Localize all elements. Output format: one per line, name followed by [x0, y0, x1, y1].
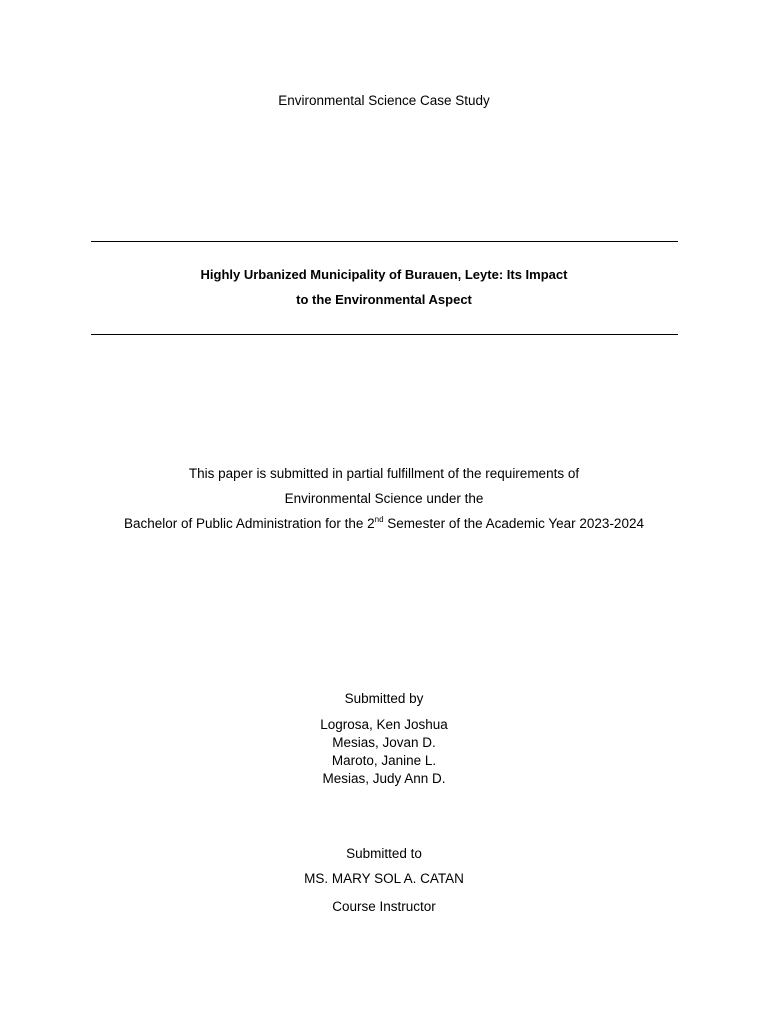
ordinal-suffix: nd: [374, 514, 384, 524]
submitted-to-label: Submitted to: [346, 846, 422, 861]
submission-line-3-after: Semester of the Academic Year 2023-2024: [383, 516, 644, 531]
author-name: Maroto, Janine L.: [331, 753, 437, 768]
instructor-name: MS. MARY SOL A. CATAN: [304, 871, 464, 886]
submission-statement-line-2: Environmental Science under the: [284, 491, 484, 506]
submission-statement-line-3: [0, 516, 768, 532]
author-name: Mesias, Jovan D.: [332, 735, 436, 750]
title-rule-top: [91, 241, 678, 242]
paper-title-line-1: Highly Urbanized Municipality of Burauen, Leyte: Its Impact: [200, 267, 568, 282]
submitted-by-label: Submitted by: [344, 691, 424, 706]
title-rule-bottom: [91, 334, 678, 335]
paper-title-line-2: to the Environmental Aspect: [296, 292, 472, 307]
instructor-role: Course Instructor: [332, 899, 436, 914]
submission-statement-line-1: This paper is submitted in partial fulfillment of the requirements of: [188, 466, 580, 481]
author-name: Mesias, Judy Ann D.: [322, 771, 446, 786]
course-label: Environmental Science Case Study: [278, 93, 490, 108]
author-name: Logrosa, Ken Joshua: [320, 717, 448, 732]
submission-line-3-before: Bachelor of Public Administration for the 2: [124, 516, 375, 531]
